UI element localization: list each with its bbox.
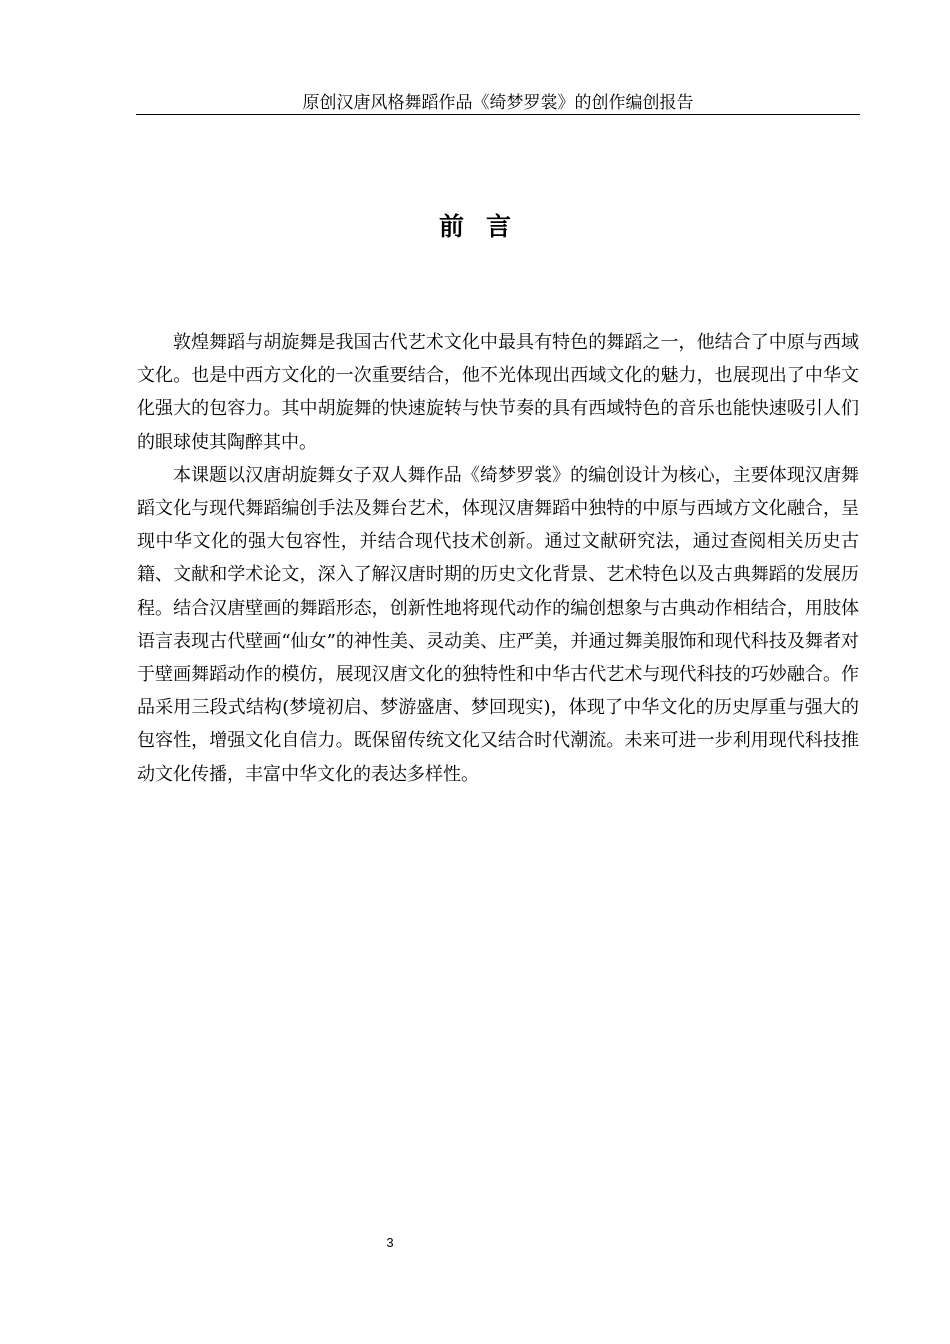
paragraph: 敦煌舞蹈与胡旋舞是我国古代艺术文化中最具有特色的舞蹈之一，他结合了中原与西域文化。也是中西方文化的一次重要结合，他不光体现出西域文化的魅力，也展现出了中华文化强大的包容力。其中胡旋舞的快速旋转与快节奏的具有西域特色的音乐也能快速吸引人们的眼球使其陶醉其中。 bbox=[137, 332, 859, 453]
running-header-text: 原创汉唐风格舞蹈作品《绮梦罗裳》的创作编创报告 bbox=[302, 93, 694, 113]
body-text bbox=[137, 326, 859, 791]
paragraph: 本课题以汉唐胡旋舞女子双人舞作品《绮梦罗裳》的编创设计为核心，主要体现汉唐舞蹈文化与现代舞蹈编创手法及舞台艺术，体现汉唐舞蹈中独特的中原与西域方文化融合，呈现中华文化的强大包容性，并结合现代技术创新。通过文献研究法，通过查阅相关历史古籍、文献和学术论文，深入了解汉唐时期的历史文化背景、艺术特色以及古典舞蹈的发展历程。结合汉唐壁画的舞蹈形态，创新性地将现代动作的编创想象与古典动作相结合，用肢体语言表现古代壁画“仙女”的神性美、灵动美、庄严美，并通过舞美服饰和现代科技及舞者对于壁画舞蹈动作的模仿，展现汉唐文化的独特性和中华古代艺术与现代科技的巧妙融合。作品采用三段式结构(梦境初启、梦游盛唐、梦回现实)，体现了中华文化的历史厚重与强大的包容性，增强文化自信力。既保留传统文化又结合时代潮流。未来可进一步利用现代科技推动文化传播，丰富中华文化的表达多样性。 bbox=[137, 464, 859, 785]
running-header bbox=[136, 92, 860, 115]
page-title: 前言 bbox=[438, 212, 533, 241]
page-number: 3 bbox=[386, 1235, 394, 1250]
